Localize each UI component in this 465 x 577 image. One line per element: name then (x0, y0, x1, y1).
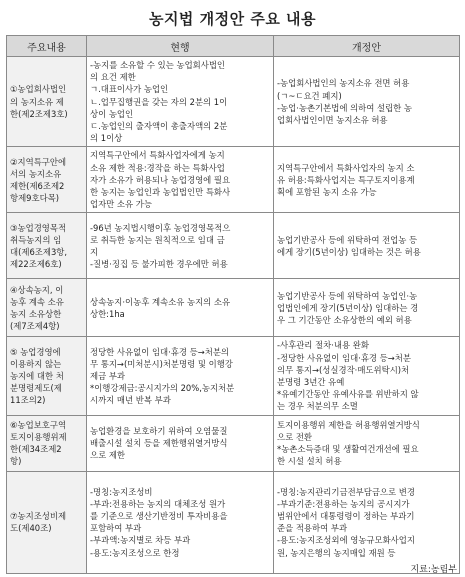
current-cell (87, 213, 274, 279)
cell-line: 의 농지소유 제 (10, 96, 64, 107)
cell-line: ④상속농지, 이 (10, 284, 64, 295)
revised-cell (274, 471, 460, 573)
item-cell (7, 57, 87, 147)
cell-line: 분명령제도(제 (10, 383, 62, 394)
cell-line: 농업기반공사 등에 위탁하여 전업농 등 (277, 234, 418, 245)
cell-line: -96년 농지법시행이후 농업경영목적으 (90, 222, 231, 233)
revised-cell (274, 337, 460, 415)
cell-line: 농업환경을 보호하기 위하여 오염물질 (90, 425, 228, 436)
table-body (7, 57, 460, 574)
cell-line: 시까지 매년 반복 부과 (90, 395, 171, 406)
cell-line: ②지역특구안에 (10, 156, 67, 167)
cell-line: 로 취득한 농지는 원칙적으로 임대 금 (90, 234, 225, 245)
cell-line: ⑦농지조성비제 (10, 510, 67, 521)
revised-cell (274, 415, 460, 471)
cell-line: 한 농지는 농업인과 농업법인만 특화사 (90, 187, 231, 198)
cell-line: *이행강제금:공시지가의 20%,농지처분 (90, 383, 235, 394)
cell-line: 으로 제한 (90, 450, 126, 461)
cell-line: 포함하여 부과 (90, 523, 142, 534)
cell-line: 준을 적용하여 부과 (277, 523, 348, 534)
cell-line: -농지를 소유할 수 있는 농업회사법인 (90, 60, 226, 70)
cell-line: 상이 농업인 (90, 108, 134, 119)
cell-line: 한(제2조제3호) (10, 108, 68, 119)
item-cell (7, 147, 87, 213)
cell-line: -명칭:농지조성비 (90, 486, 153, 497)
source-note: 지료:농림부 (410, 565, 457, 575)
revised-cell (274, 279, 460, 337)
cell-line: -사후관리 절차·내용 완화 (277, 340, 369, 351)
cell-line: 의 요건 제한 (90, 72, 136, 83)
cell-line: -질병·징집 등 불가피한 경우에만 허용 (90, 259, 228, 270)
item-cell (7, 279, 87, 337)
cell-line: 상속농지·이농후 계속소유 농지의 소유 (90, 296, 231, 307)
cell-line: 범위안에서 대통령령이 정하는 부과기 (277, 510, 415, 521)
cell-line: -정당한 사유없이 임대·휴경 등→처분 (277, 352, 411, 363)
table-row (7, 57, 460, 147)
comparison-table (6, 35, 460, 574)
cell-line: 항제9호다목) (10, 193, 60, 204)
cell-line: 한 시설 설치 허용 (277, 456, 342, 467)
cell-line: 농후 계속 소유 (10, 296, 64, 307)
item-cell (7, 415, 87, 471)
cell-line: *유예기간동안 유예사유를 위반하지 않 (277, 389, 419, 400)
cell-line: -용도:농지조성외에 영농규모화사업지 (277, 535, 415, 546)
current-cell (87, 471, 274, 573)
cell-line: 대(제6조제3항, (10, 246, 68, 257)
cell-line: -농업·농촌기본법에 의하여 설립한 농 (277, 102, 413, 113)
cell-line: 업자만 소유 가능 (90, 199, 152, 210)
cell-line: 의무 통지→(성실경작·매도위탁시)처 (277, 364, 410, 375)
cell-line: 정당한 사유없이 임대·휴경 등→처분의 (90, 346, 230, 357)
current-cell (87, 57, 274, 147)
cell-line: 업법인에게 장기(5년이상) 임대하는 경 (277, 302, 419, 313)
current-cell (87, 279, 274, 337)
cell-line: 를 기준으로 생산기반정비 투자비용을 (90, 510, 228, 521)
page-title: 농지법 개정안 주요 내용 (148, 10, 317, 28)
cell-line: 도(제40조) (10, 523, 52, 534)
cell-line: 제금 부과 (90, 370, 126, 381)
table-row (7, 415, 460, 471)
cell-line: 에게 장기(5년이상) 임대하는 것은 허용 (277, 246, 421, 257)
cell-line: ①농업회사법인 (10, 84, 67, 95)
cell-line: 토지이용행위제 (10, 431, 67, 442)
cell-line: 획에 포함된 농지 소유 가능 (277, 187, 377, 198)
cell-line: 지 (90, 246, 99, 257)
cell-line: 한(제34조제2 (10, 444, 62, 455)
table-row (7, 279, 460, 337)
cell-line: 자가 소유가 허용되나 농업경영에 필요 (90, 174, 231, 185)
current-cell (87, 415, 274, 471)
cell-line: ⑤ 농업경영에 (10, 346, 61, 357)
cell-line: 취득농지의 임 (10, 234, 62, 245)
cell-line: 농지에 대한 처 (10, 370, 64, 381)
cell-line: 상한:1ha (90, 308, 125, 319)
cell-line: ㄷ.농업인의 출자액이 총출자액의 2분 (90, 121, 228, 132)
cell-line: 농업기반공사 등에 위탁하여 농업인·농 (277, 290, 418, 301)
cell-line: 는 경우 처분의무 소멸 (277, 401, 358, 412)
cell-line: 의 1이상 (90, 133, 123, 144)
revised-cell (274, 213, 460, 279)
item-cell (7, 471, 87, 573)
item-cell (7, 337, 87, 415)
cell-line: 으로 전환 (277, 431, 313, 442)
cell-line: 농지 소유상한 (10, 308, 62, 319)
cell-line: ㄴ.업무집행권을 갖는 자의 2분의 1이 (90, 96, 228, 107)
cell-line: -용도:농지조성으로 한정 (90, 547, 180, 558)
cell-line: ⑥농업보호구역 (10, 419, 67, 430)
table-row (7, 213, 460, 279)
cell-line: 분명령 3년간 유예 (277, 377, 345, 388)
cell-line: 서의 농지소유 (10, 168, 62, 179)
cell-line: 제22조제6호) (10, 259, 62, 270)
cell-line: -부과액:농지별로 차등 부과 (90, 535, 191, 546)
cell-line: ㄱ.대표이사가 농업인 (90, 84, 169, 95)
cell-line: 항) (10, 456, 22, 467)
revised-cell (274, 57, 460, 147)
cell-line: 유 허용:특화사업지는 특구토지이용계 (277, 174, 415, 185)
cell-line: 업회사법인이면 농지소유 허용 (277, 114, 388, 125)
cell-line: 우 그 기간동안 소유상한의 예외 허용 (277, 315, 412, 326)
cell-line: -명칭:농지관리기금전부담금으로 변경 (277, 486, 415, 497)
cell-line: 소유 제한 적용:경작을 하는 특화사업 (90, 162, 225, 173)
cell-line: -농업회사법인의 농지소유 전면 허용 (277, 78, 410, 89)
cell-line: 배출시설 설치 등을 제한행위열거방식 (90, 438, 228, 449)
cell-line: (제7조제4항) (10, 321, 60, 332)
cell-line: -부과:전용하는 농지의 대체조성 원가 (90, 498, 226, 509)
cell-line: 원, 농지은행의 농지매입 재원 등 (277, 547, 396, 558)
cell-line: 제한(제6조제2 (10, 180, 65, 191)
cell-line: 토지이용행위 제한을 허용행위열거방식 (277, 419, 420, 430)
current-cell (87, 337, 274, 415)
table-header-row (7, 36, 460, 57)
revised-cell (274, 147, 460, 213)
column-header-revised: 개정안 (274, 36, 460, 57)
cell-line: ③농업경영목적 (10, 222, 67, 233)
table-row (7, 147, 460, 213)
cell-line: 지역특구안에서 특화사업자의 농지 소 (277, 162, 415, 173)
cell-line: 지역특구안에서 특화사업자에게 농지 (90, 150, 225, 161)
cell-line: 11조의2) (10, 395, 46, 406)
table-row (7, 471, 460, 573)
column-header-current: 현행 (87, 36, 274, 57)
item-cell (7, 213, 87, 279)
table-row (7, 337, 460, 415)
cell-line: 무 통지→(미처분시)처분명령 및 이행강 (90, 358, 233, 369)
cell-line: (ㄱ~ㄷ요건 폐지) (277, 90, 342, 101)
current-cell (87, 147, 274, 213)
column-header-item: 주요내용 (7, 36, 87, 57)
cell-line: 이용하지 않는 (10, 358, 62, 369)
cell-line: *농촌소득증대 및 생활여건개선에 필요 (277, 444, 419, 455)
cell-line: -부과기준:전용하는 농지의 공시지가 (277, 498, 410, 509)
